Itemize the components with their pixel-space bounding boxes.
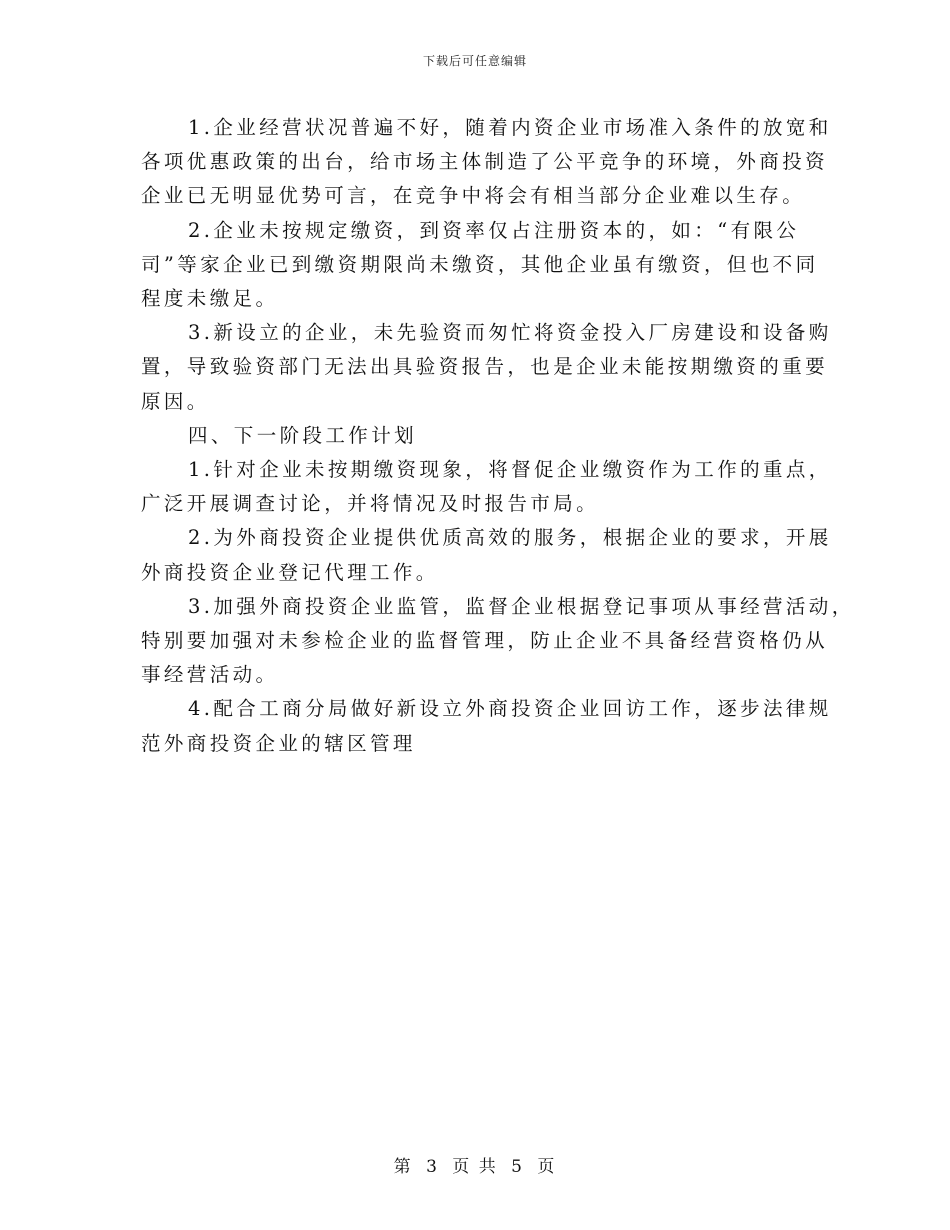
paragraph-line: 企业已无明显优势可言，在竞争中将会有相当部分企业难以生存。 (141, 184, 806, 208)
paragraph-line: 置，导致验资部门无法出具验资报告，也是企业未能按期缴资的重要 (141, 355, 829, 379)
paragraph-7 (141, 692, 832, 760)
paragraph-line: 2.为外商投资企业提供优质高效的服务，根据企业的要求，开展 (188, 526, 832, 550)
paragraph-2 (141, 214, 819, 317)
section-heading-text: 四、下一阶段工作计划 (188, 423, 418, 447)
paragraph-line: 特别要加强对未参检企业的监督管理，防止企业不具备经营资格仍从 (141, 629, 829, 653)
section-heading (141, 419, 811, 453)
footer-total-pages: 5 (511, 1157, 524, 1177)
paragraph-line: 3.新设立的企业，未先验资而匆忙将资金投入厂房建设和设备购 (188, 321, 832, 345)
paragraph-line: 2.企业未按规定缴资，到资率仅占注册资本的，如：“有限公 (188, 218, 800, 242)
paragraph-4 (141, 453, 832, 521)
page-footer (0, 1152, 950, 1177)
footer-current-page: 3 (426, 1157, 439, 1177)
paragraph-line: 广泛开展调查讨论，并将情况及时报告市局。 (141, 492, 600, 516)
footer-suffix: 页 (537, 1157, 557, 1177)
paragraph-line: 外商投资企业登记代理工作。 (141, 560, 439, 584)
page-header: 下载后可任意编辑 (422, 54, 527, 68)
document-body (141, 111, 855, 761)
footer-mid: 页 共 (452, 1157, 498, 1177)
paragraph-5 (141, 521, 832, 589)
paragraph-line: 司”等家企业已到缴资期限尚未缴资，其他企业虽有缴资，但也不同 (141, 252, 819, 276)
paragraph-line: 程度未缴足。 (141, 287, 279, 311)
paragraph-line: 4.配合工商分局做好新设立外商投资企业回访工作，逐步法律规 (188, 697, 832, 721)
paragraph-line: 各项优惠政策的出台，给市场主体制造了公平竞争的环境，外商投资 (141, 150, 829, 174)
paragraph-line: 1.针对企业未按期缴资现象，将督促企业缴资作为工作的重点， (188, 458, 832, 482)
paragraph-3 (141, 316, 832, 419)
paragraph-line: 1.企业经营状况普遍不好，随着内资企业市场准入条件的放宽和 (188, 116, 832, 139)
paragraph-1 (141, 111, 832, 214)
paragraph-line: 3.加强外商投资企业监管，监督企业根据登记事项从事经营活动， (188, 594, 855, 618)
paragraph-line: 原因。 (141, 389, 210, 413)
paragraph-6 (141, 590, 855, 693)
footer-prefix: 第 (393, 1157, 413, 1177)
paragraph-line: 事经营活动。 (141, 663, 279, 687)
paragraph-line: 范外商投资企业的辖区管理 (141, 731, 416, 755)
